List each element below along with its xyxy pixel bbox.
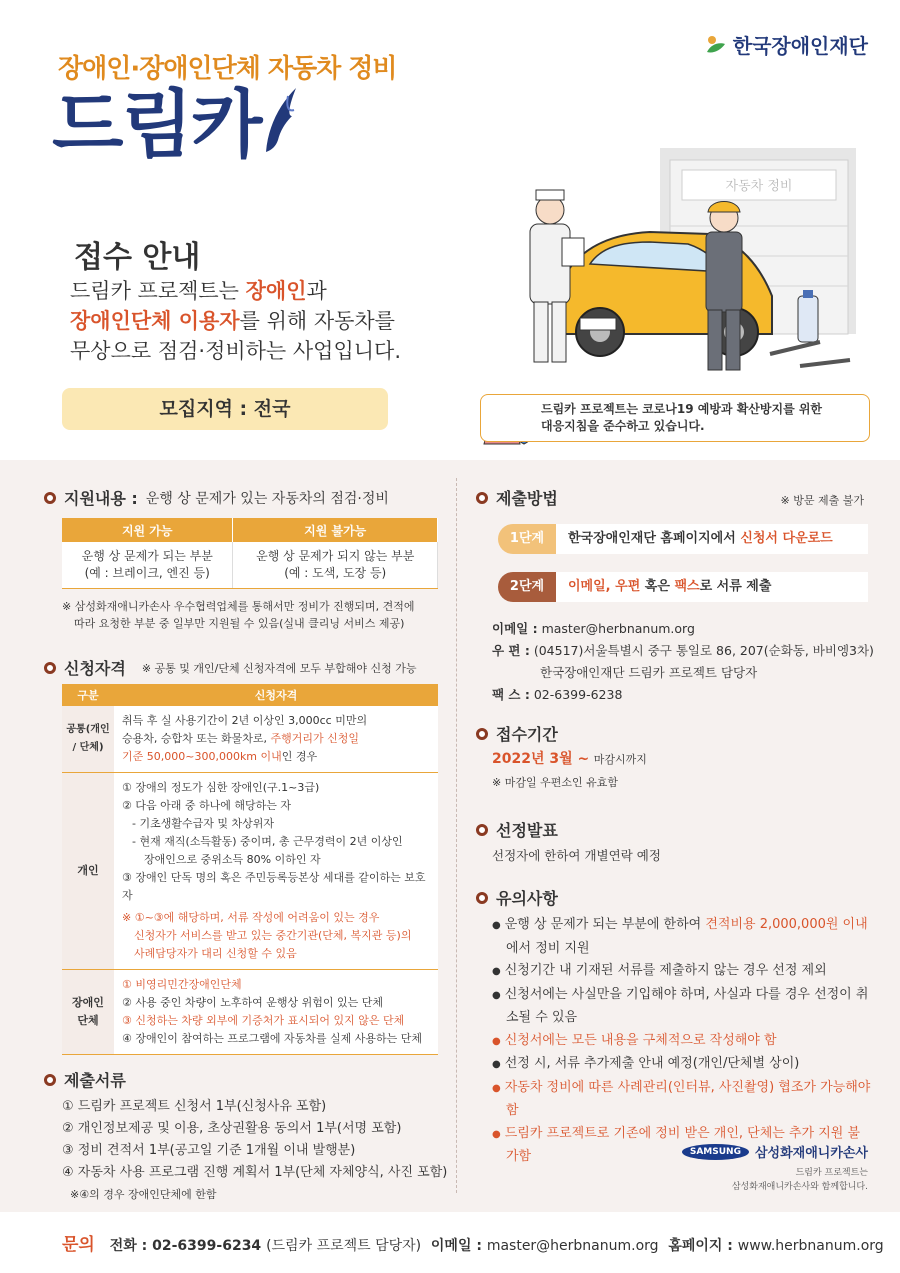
- not-supported-cell: 운행 상 문제가 되지 않는 부분 (예 : 도색, 도장 등): [233, 542, 438, 589]
- list-item: ● 신청기간 내 기재된 서류를 제출하지 않는 경우 선정 제외: [492, 960, 872, 984]
- bullet-ring-icon: [44, 492, 56, 504]
- submission-steps: [498, 524, 868, 620]
- step-1: 1단계 한국장애인재단 홈페이지에서 신청서 다운로드: [498, 524, 868, 554]
- leaf-logo-icon: [705, 34, 727, 56]
- email-link[interactable]: master@herbnanum.org: [541, 621, 695, 636]
- bullet-ring-icon: [476, 824, 488, 836]
- bullet-ring-icon: [476, 492, 488, 504]
- list-item: ③ 정비 견적서 1부(공고일 기준 1개월 이내 발행분): [62, 1143, 356, 1158]
- col-supported: 지원 가능: [62, 518, 233, 542]
- phone-number[interactable]: 02-6399-6234: [152, 1238, 262, 1254]
- poster-header: [0, 0, 900, 460]
- support-note: ※ 삼성화재애니카손사 우수협력업체를 통해서만 정비가 진행되며, 견적에 따라 요청한 부분 중 일부만 지원될 수 있음(실내 클리닝 서비스 제공): [62, 600, 415, 630]
- org-logo: [705, 30, 868, 59]
- list-item: ● 자동차 정비에 따른 사례관리(인터뷰, 사진촬영) 협조가 가능해야 함: [492, 1077, 872, 1123]
- period-heading: 접수기간: [476, 722, 558, 745]
- eligibility-table: [62, 684, 438, 1055]
- period-text: 2022년 3월 ~ 마감시까지 ※ 마감일 우편소인 유효함: [492, 751, 647, 789]
- footer-contact: 문의 전화 : 02-6399-6234 (드림카 프로젝트 담당자) 이메일 : master@herbnanum.org 홈페이지 : www.herbnanum.org: [0, 1212, 900, 1273]
- result-text: 선정자에 한하여 개별연락 예정: [492, 848, 661, 863]
- cat-common: 공통(개인 / 단체): [62, 706, 114, 773]
- intro-text: 드림카 프로젝트는 장애인과 장애인단체 이용자를 위해 자동차를 무상으로 점검·정비하는 사업입니다.: [70, 279, 401, 363]
- region-badge: 모집지역 : 전국: [62, 388, 388, 430]
- col-category: 구분: [62, 684, 114, 706]
- list-item: ① 드림카 프로젝트 신청서 1부(신청사유 포함): [62, 1099, 327, 1114]
- sponsor-note: 드림카 프로젝트는 삼성화재애니카손사와 함께합니다.: [731, 1168, 868, 1192]
- bullet-ring-icon: [44, 1074, 56, 1086]
- homepage-link[interactable]: www.herbnanum.org: [737, 1238, 884, 1254]
- bullet-ring-icon: [476, 728, 488, 740]
- submission-heading: 제출방법: [476, 486, 558, 509]
- org-logo-text: 한국장애인재단: [732, 34, 868, 58]
- car-repair-illustration: [520, 146, 880, 386]
- cat-personal: 개인: [62, 773, 114, 970]
- footer-email-link[interactable]: master@herbnanum.org: [486, 1238, 659, 1254]
- registration-heading: 접수 안내: [74, 240, 201, 275]
- list-item: ● 신청서에는 사실만을 기입해야 하며, 사실과 다를 경우 선정이 취소될 수 있음: [492, 984, 872, 1030]
- list-item: ● 드림카 프로젝트로 기존에 정비 받은 개인, 단체는 추가 지원 불가함: [492, 1123, 872, 1169]
- col-not-supported: 지원 불가능: [233, 518, 438, 542]
- garage-sign: 자동차 정비: [725, 179, 793, 194]
- req-common: 취득 후 실 사용기간이 2년 이상인 3,000cc 미만의 승용차, 승합차 또는 화물차로, 주행거리가 신청일 기준 50,000~300,000km 이내인 경우: [114, 706, 438, 773]
- supported-cell: 운행 상 문제가 되는 부분 (예 : 브레이크, 엔진 등): [62, 542, 233, 589]
- column-divider: [456, 478, 457, 1193]
- documents-note: ※④의 경우 장애인단체에 한함: [70, 1188, 217, 1201]
- documents-heading: 제출서류: [44, 1068, 126, 1091]
- req-group: ① 비영리민간장애인단체 ② 사용 중인 차량이 노후하여 운행상 위험이 있는 단체 ③ 신청하는 차량 외부에 기증처가 표시되어 있지 않은 단체 ④ 장애인이 참여하는 프로그램에 자동차를 실제 사용하는 단체: [114, 970, 438, 1055]
- cautions-list: [492, 914, 872, 1169]
- submission-contacts: 이메일 : master@herbnanum.org 우 편 : (04517)서울특별시 중구 통일로 86, 207(순화동, 바비엥3차) 한국장애인재단 드림카 프로젝트 담당자 팩 스 : 02-6399-6238: [492, 621, 874, 702]
- support-heading: 지원내용 : 운행 상 문제가 있는 자동차의 점검·정비: [44, 486, 389, 509]
- title-dreamcar: 드림카: [52, 82, 261, 168]
- eligibility-heading: 신청자격 ※ 공통 및 개인/단체 신청자격에 모두 부합해야 신청 가능: [44, 656, 417, 679]
- cat-group: 장애인 단체: [62, 970, 114, 1055]
- list-item: ● 신청서에는 모든 내용을 구체적으로 작성해야 함: [492, 1030, 872, 1054]
- list-item: ● 운행 상 문제가 되는 부분에 한하여 견적비용 2,000,000원 이내 에서 정비 지원: [492, 914, 872, 960]
- submission-note: ※ 방문 제출 불가: [780, 494, 864, 507]
- wing-icon: [258, 86, 298, 156]
- samsung-logo: SAMSUNG: [682, 1144, 749, 1160]
- poster-title: [52, 82, 261, 168]
- list-item: ② 개인정보제공 및 이용, 초상권활용 동의서 1부(서명 포함): [62, 1121, 402, 1136]
- result-heading: 선정발표: [476, 818, 558, 841]
- bullet-ring-icon: [44, 662, 56, 674]
- documents-list: [62, 1096, 447, 1206]
- bullet-ring-icon: [476, 892, 488, 904]
- list-item: ● 선정 시, 서류 추가제출 안내 예정(개인/단체별 상이): [492, 1053, 872, 1077]
- step-2: 2단계 이메일, 우편 혹은 팩스로 서류 제출: [498, 572, 868, 602]
- cautions-heading: 유의사항: [476, 886, 558, 909]
- col-requirements: 신청자격: [114, 684, 438, 706]
- sponsor-logo: SAMSUNG 삼성화재애니카손사: [682, 1142, 868, 1161]
- req-personal: ① 장애의 정도가 심한 장애인(구.1~3급) ② 다음 아래 중 하나에 해당하는 자 - 기초생활수급자 및 차상위자 - 현재 재직(소득활동) 중이며, 총 근무경력이 2년 이상인 장애인으로 중위소득 80% 이하인 자 ③ 장애인 단독 명의 혹은 주민등록등본상 세대를 같이하는 보호자 ※ ①~③에 해당하며, 서류 작성에 어려움이 있는 경우 신청자가 서비스를 받고 있는 중간기관(단체, 복지관 등)의 사례담당자가 대리 신청할 수 있음: [114, 773, 438, 970]
- support-table: [62, 518, 438, 589]
- poster-subtitle: 장애인·장애인단체 자동차 정비: [58, 54, 397, 84]
- covid-notice: 드림카 프로젝트는 코로나19 예방과 확산방지를 위한 대응지침을 준수하고 있습니다.: [480, 394, 870, 442]
- list-item: ④ 자동차 사용 프로그램 진행 계획서 1부(단체 자체양식, 사진 포함): [62, 1165, 448, 1180]
